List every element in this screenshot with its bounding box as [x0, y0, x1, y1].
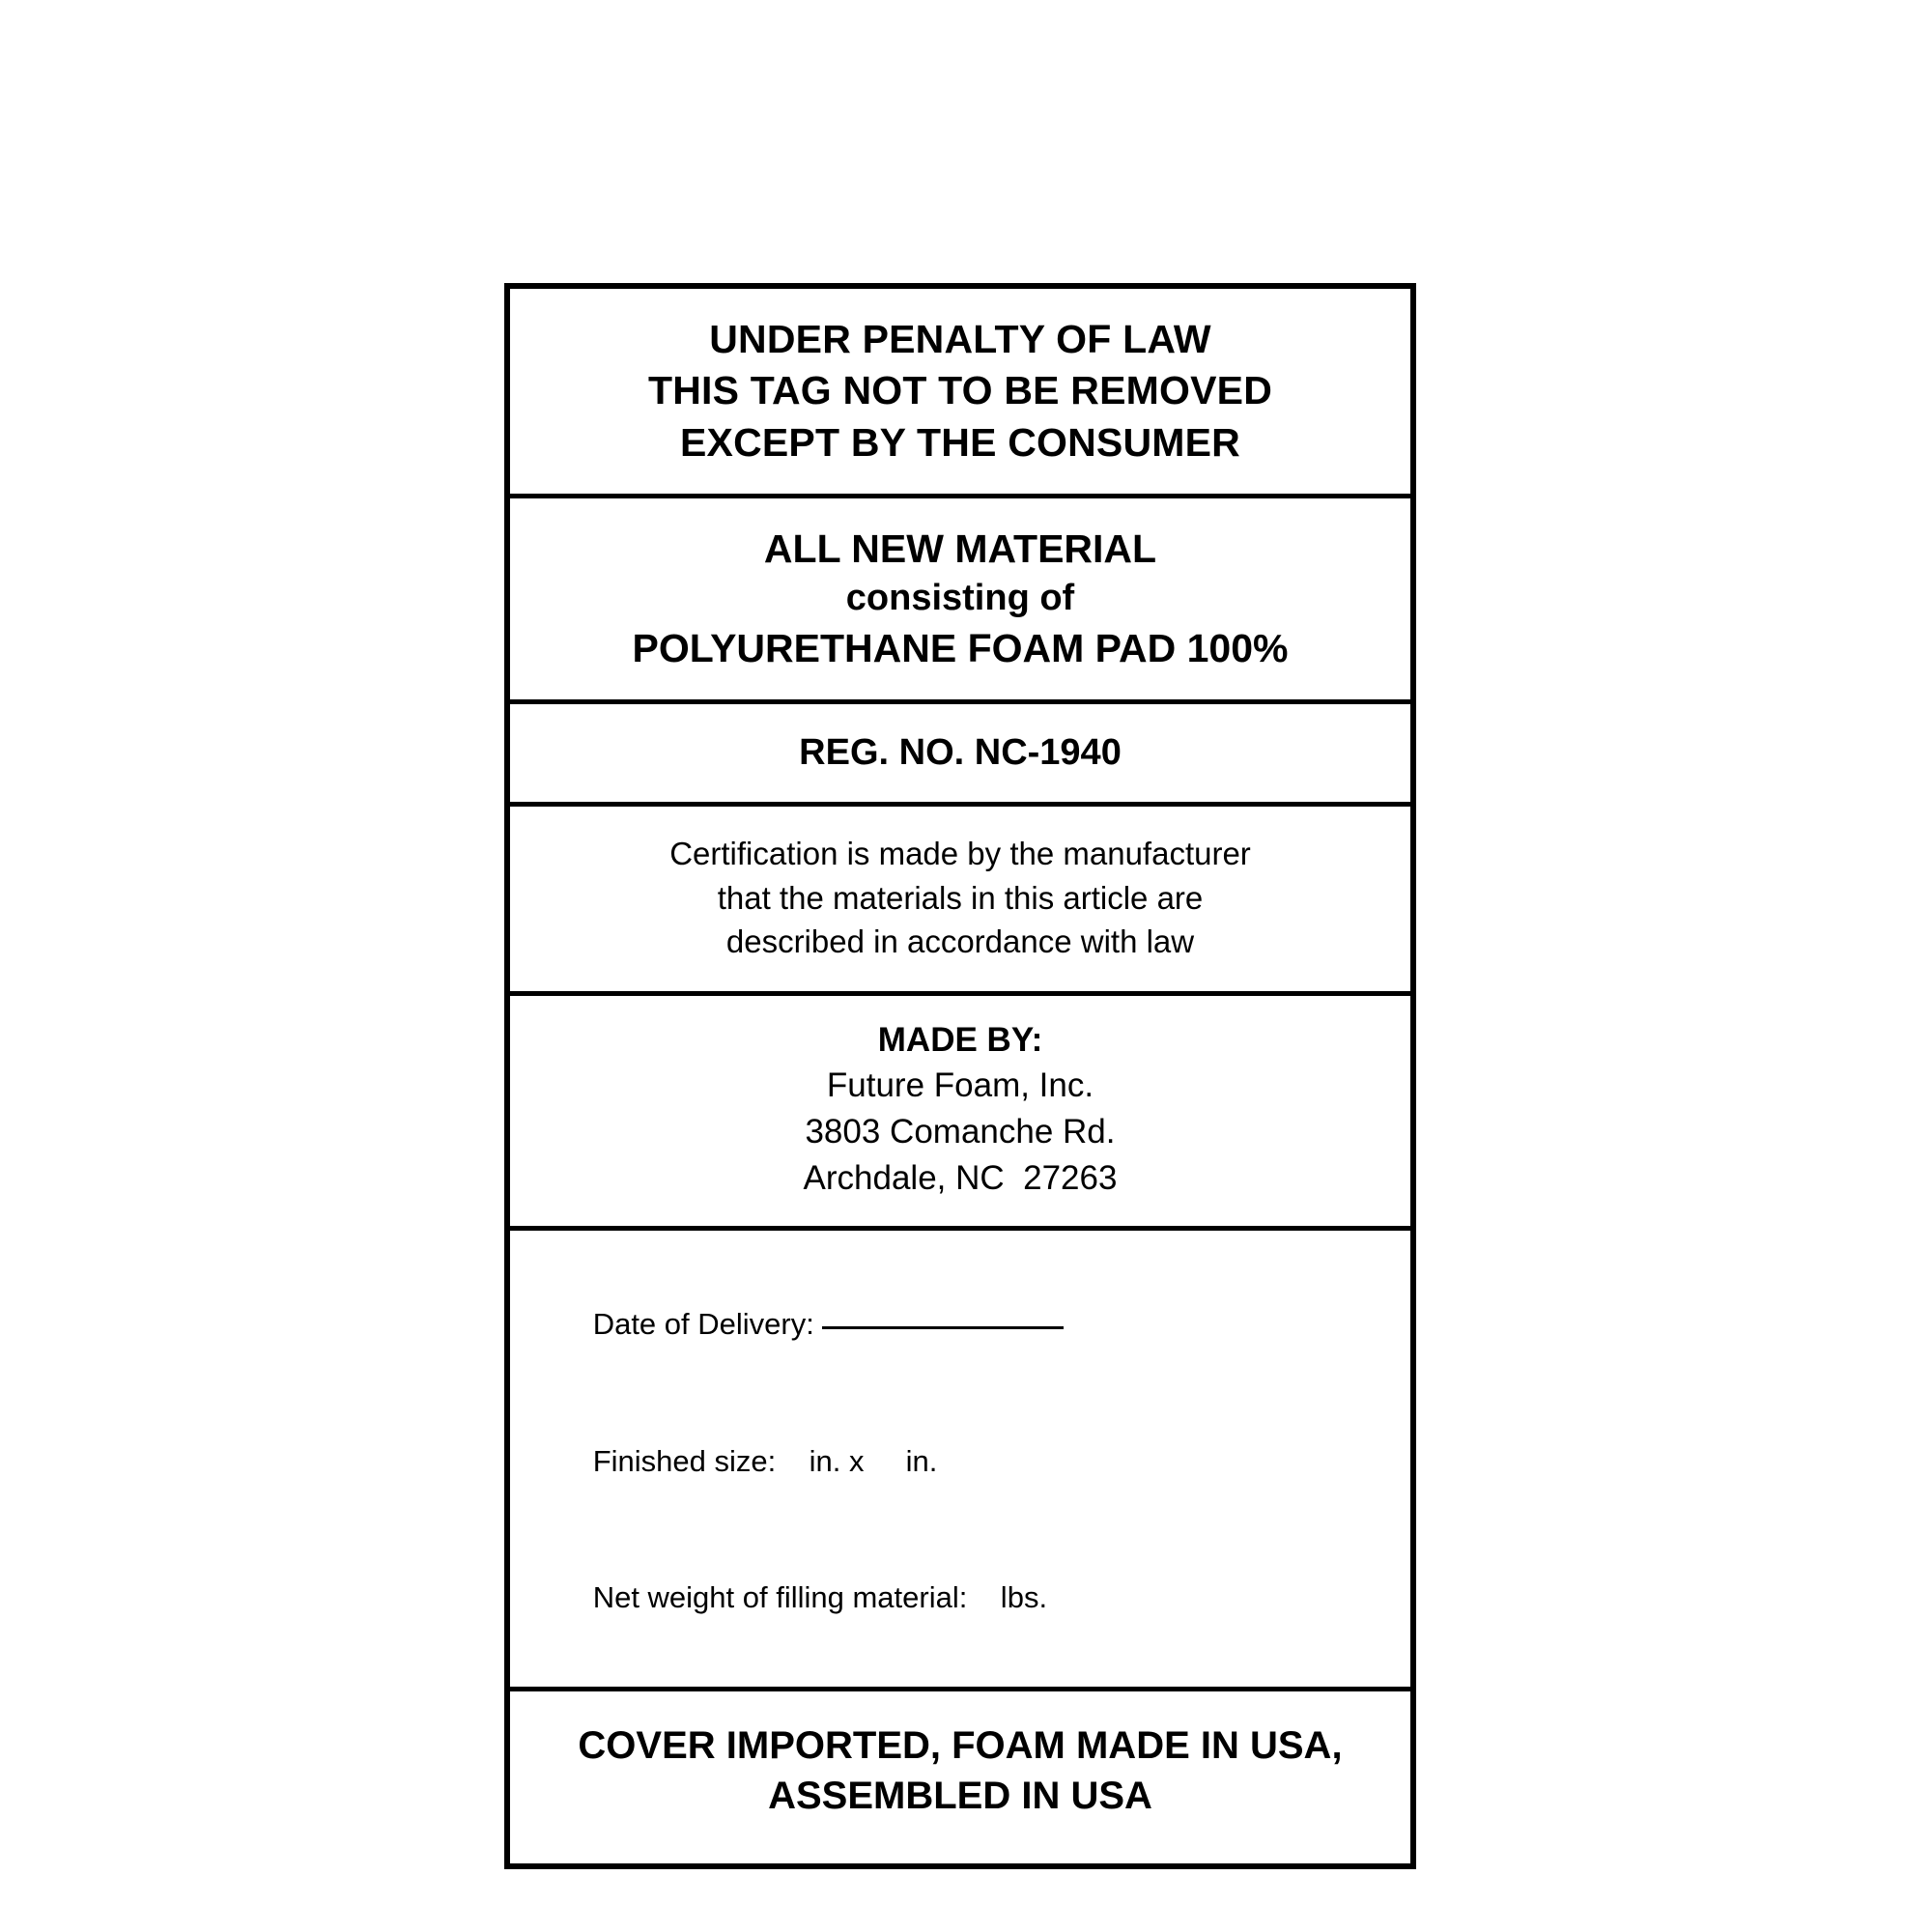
finished-size-label: Finished size: — [592, 1443, 777, 1478]
material-consisting-of: consisting of — [845, 578, 1075, 619]
finished-size-row — [543, 1393, 1393, 1529]
origin-statement-section — [510, 1691, 1410, 1863]
penalty-notice-line-2: THIS TAG NOT TO BE REMOVED — [647, 368, 1273, 413]
date-of-delivery-row — [543, 1256, 1393, 1392]
certification-line-1: Certification is made by the manufacturer — [669, 836, 1251, 872]
penalty-notice-line-1: UNDER PENALTY OF LAW — [709, 317, 1211, 361]
certification-line-3: described in accordance with law — [725, 923, 1195, 960]
delivery-details-section — [510, 1231, 1410, 1691]
certification-section — [510, 807, 1410, 996]
law-label-tag — [504, 283, 1416, 1869]
manufacturer-city-state-zip: Archdale, NC 27263 — [803, 1158, 1118, 1197]
net-weight-row — [543, 1529, 1393, 1665]
penalty-notice-section — [510, 289, 1410, 498]
manufacturer-name: Future Foam, Inc. — [826, 1066, 1094, 1105]
net-weight-label: Net weight of filling material: — [592, 1580, 968, 1614]
made-by-heading: MADE BY: — [877, 1020, 1043, 1059]
material-heading: ALL NEW MATERIAL — [763, 526, 1157, 571]
date-of-delivery-label: Date of Delivery: — [592, 1307, 814, 1342]
material-section — [510, 498, 1410, 704]
net-weight-field[interactable]: lbs. — [967, 1580, 1048, 1614]
date-of-delivery-field[interactable] — [822, 1325, 1064, 1329]
material-composition: POLYURETHANE FOAM PAD 100% — [632, 625, 1289, 670]
origin-line-1: COVER IMPORTED, FOAM MADE IN USA, — [578, 1724, 1343, 1768]
made-by-section — [510, 996, 1410, 1231]
origin-line-2: ASSEMBLED IN USA — [768, 1775, 1152, 1818]
manufacturer-street: 3803 Comanche Rd. — [805, 1113, 1116, 1151]
finished-size-field[interactable]: in. x in. — [776, 1443, 938, 1478]
registration-number: REG. NO. NC-1940 — [799, 731, 1122, 773]
certification-line-2: that the materials in this article are — [717, 879, 1204, 916]
registration-section — [510, 704, 1410, 807]
penalty-notice-line-3: EXCEPT BY THE CONSUMER — [679, 419, 1240, 465]
